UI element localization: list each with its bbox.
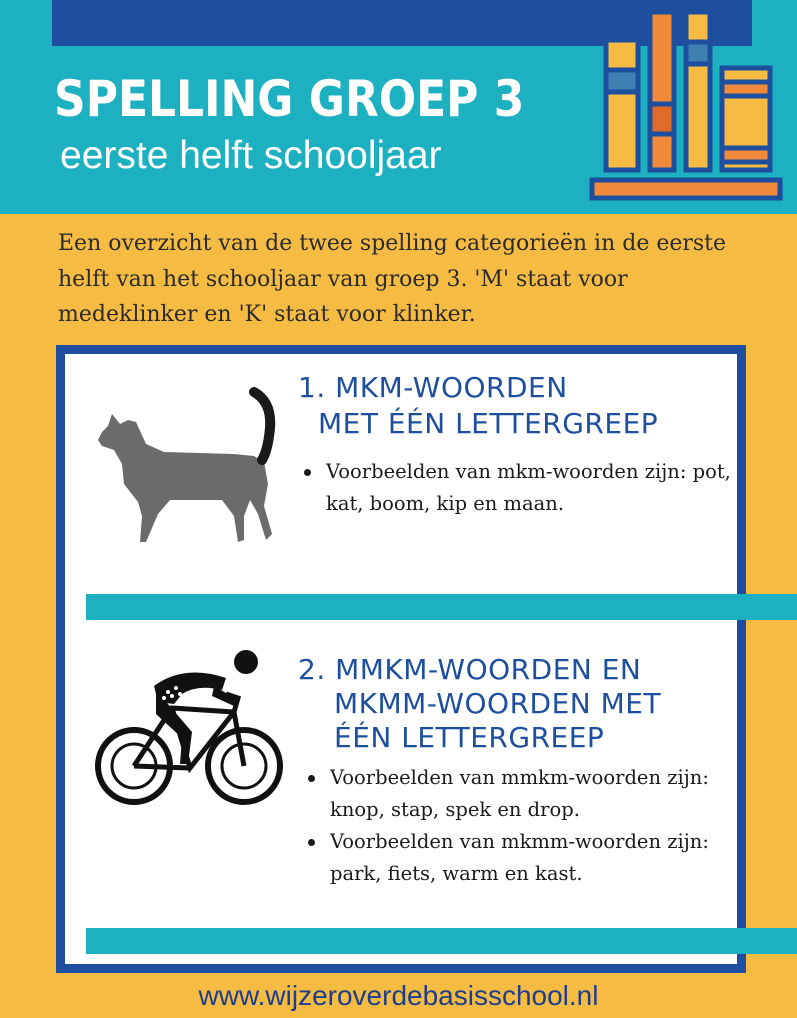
page-title: SPELLING GROEP 3 (54, 70, 525, 128)
section-2-title-line3: ÉÉN LETTERGREEP (334, 721, 605, 754)
cat-icon (94, 384, 284, 558)
section-2-title-line1: 2. MMKM-WOORDEN EN (298, 653, 642, 686)
section-2-bullets (306, 762, 716, 890)
list-item: Voorbeelden van mmkm-woorden zijn: knop, stap, spek en drop. (306, 762, 716, 826)
intro-text: Een overzicht van de twee spelling categorieën in de eerste helft van het schooljaar van groep 3. 'M' staat voor medeklinker en 'K' staat voor klinker. (58, 231, 727, 327)
cyclist-icon (94, 646, 286, 814)
page-subtitle: eerste helft schooljaar (60, 134, 442, 177)
list-item: Voorbeelden van mkmm-woorden zijn: park, fiets, warm en kast. (306, 826, 716, 890)
section-1-bullets (302, 456, 732, 520)
section-1-title-line2: MET ÉÉN LETTERGREEP (318, 407, 659, 440)
divider-stripe (86, 928, 797, 954)
header-banner (0, 0, 797, 214)
divider-stripe (86, 594, 797, 620)
section-1-title-line1: 1. MKM-WOORDEN (298, 371, 568, 404)
section-2-title-line2: MKMM-WOORDEN MET (334, 687, 662, 720)
list-item: Voorbeelden van mkm-woorden zijn: pot, kat, boom, kip en maan. (302, 456, 732, 520)
books-icon (586, 8, 786, 204)
footer-website[interactable]: www.wijzeroverdebasisschool.nl (198, 980, 599, 1011)
